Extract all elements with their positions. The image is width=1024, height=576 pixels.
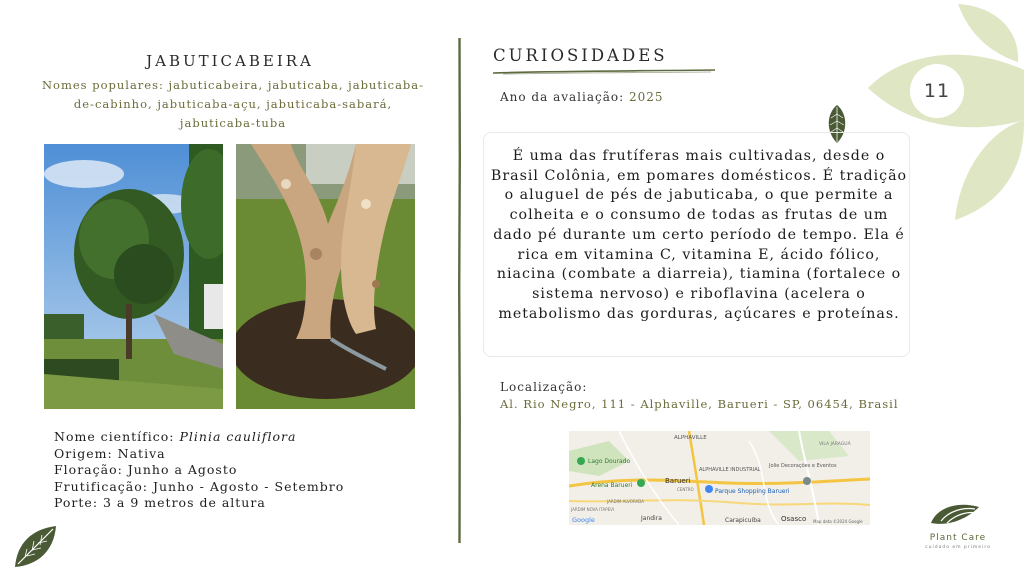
popular-names [34, 76, 432, 133]
map-label-alphaville: ALPHAVILLE [674, 435, 707, 441]
map-label-carapicuiba: Carapicuíba [725, 517, 761, 524]
curiosities-title: CURIOSIDADES [493, 46, 668, 65]
map-label-osasco: Osasco [781, 515, 807, 523]
map-label-lago-dourado: Lago Dourado [588, 458, 631, 465]
location-address: Al. Rio Negro, 111 - Alphaville, Barueri - SP, 06454, Brasil [500, 397, 899, 411]
map-label-arena-barueri: Arena Barueri [591, 482, 633, 489]
map-label-loja: Jolie Decorações e Eventos [769, 463, 837, 469]
size-row: Porte: 3 a 9 metros de altura [54, 495, 266, 510]
origin-row: Origem: Nativa [54, 445, 166, 461]
year-value: 2025 [628, 90, 664, 104]
location-label: Localização: [500, 380, 588, 394]
scientific-name-label: Nome científico: [54, 429, 175, 444]
curiosities-text: É uma das frutíferas mais cultivadas, desde o Brasil Colônia, em pomares domésticos. É tradição o aluguel de pés de jabuticaba, o que permite a colheita e o consumo de todas as frutas de um dado pé durante um certo período de tempo. Ela é rica em vitamina C, vitamina E, ácido fólico, niacina (combate a diarreia), tiamina (fortalece o sistema nervoso) e riboflavina (acelera o metabolismo das gorduras, açúcares e proteínas. [490, 148, 908, 322]
title-underline [493, 68, 715, 76]
map-label-vila-jaragua: VILA JARAGUÁ [819, 442, 851, 447]
map-label-centro: CENTRO [677, 487, 694, 492]
vertical-divider [458, 38, 461, 543]
year-label: Ano da avaliação: [500, 90, 625, 104]
map-google-logo: Google [572, 516, 595, 524]
location-map[interactable] [569, 431, 870, 525]
map-label-parque-shopping: Parque Shopping Barueri [715, 488, 790, 495]
scientific-name-row [54, 429, 344, 446]
map-label-jandira: Jandira [641, 515, 662, 522]
popular-names-value: jabuticabeira, jabuticaba, jabuticaba-de-cabinho, jabuticaba-açu, jabuticaba-sabará, jabuticaba-tuba [73, 78, 425, 130]
leaf-shape-bottom [955, 120, 1024, 220]
plant-name-title: JABUTICABEIRA [146, 52, 314, 70]
map-label-barueri: Barueri [665, 477, 691, 485]
map-label-jardim-alvorada: JARDIM ALVORADA [607, 499, 645, 504]
flowering-row: Floração: Junho a Agosto [54, 462, 238, 477]
map-label-alphaville-industrial: ALPHAVILLE INDUSTRIAL [699, 467, 761, 473]
map-label-jardim-nova: JARDIM NOVA ITAPEVI [571, 507, 615, 512]
trunk-photo [236, 144, 415, 409]
leaf-shape-top [958, 4, 1018, 62]
plant-care-logo-icon [929, 501, 981, 531]
popular-names-label: Nomes populares: [41, 78, 164, 92]
scientific-name-value: Plinia cauliflora [179, 429, 297, 444]
brand-name: Plant Care [929, 533, 987, 543]
brand-tagline: cuidado em primeiro [925, 545, 991, 550]
map-attribution: Map data ©2024 Google [813, 519, 863, 524]
page-number: 11 [910, 64, 964, 118]
evaluation-year [500, 90, 664, 104]
plant-facts [54, 429, 344, 512]
leaf-icon-bottom-left [12, 523, 60, 571]
tree-photo [44, 144, 223, 409]
fruiting-row: Frutificação: Junho - Agosto - Setembro [54, 478, 345, 494]
